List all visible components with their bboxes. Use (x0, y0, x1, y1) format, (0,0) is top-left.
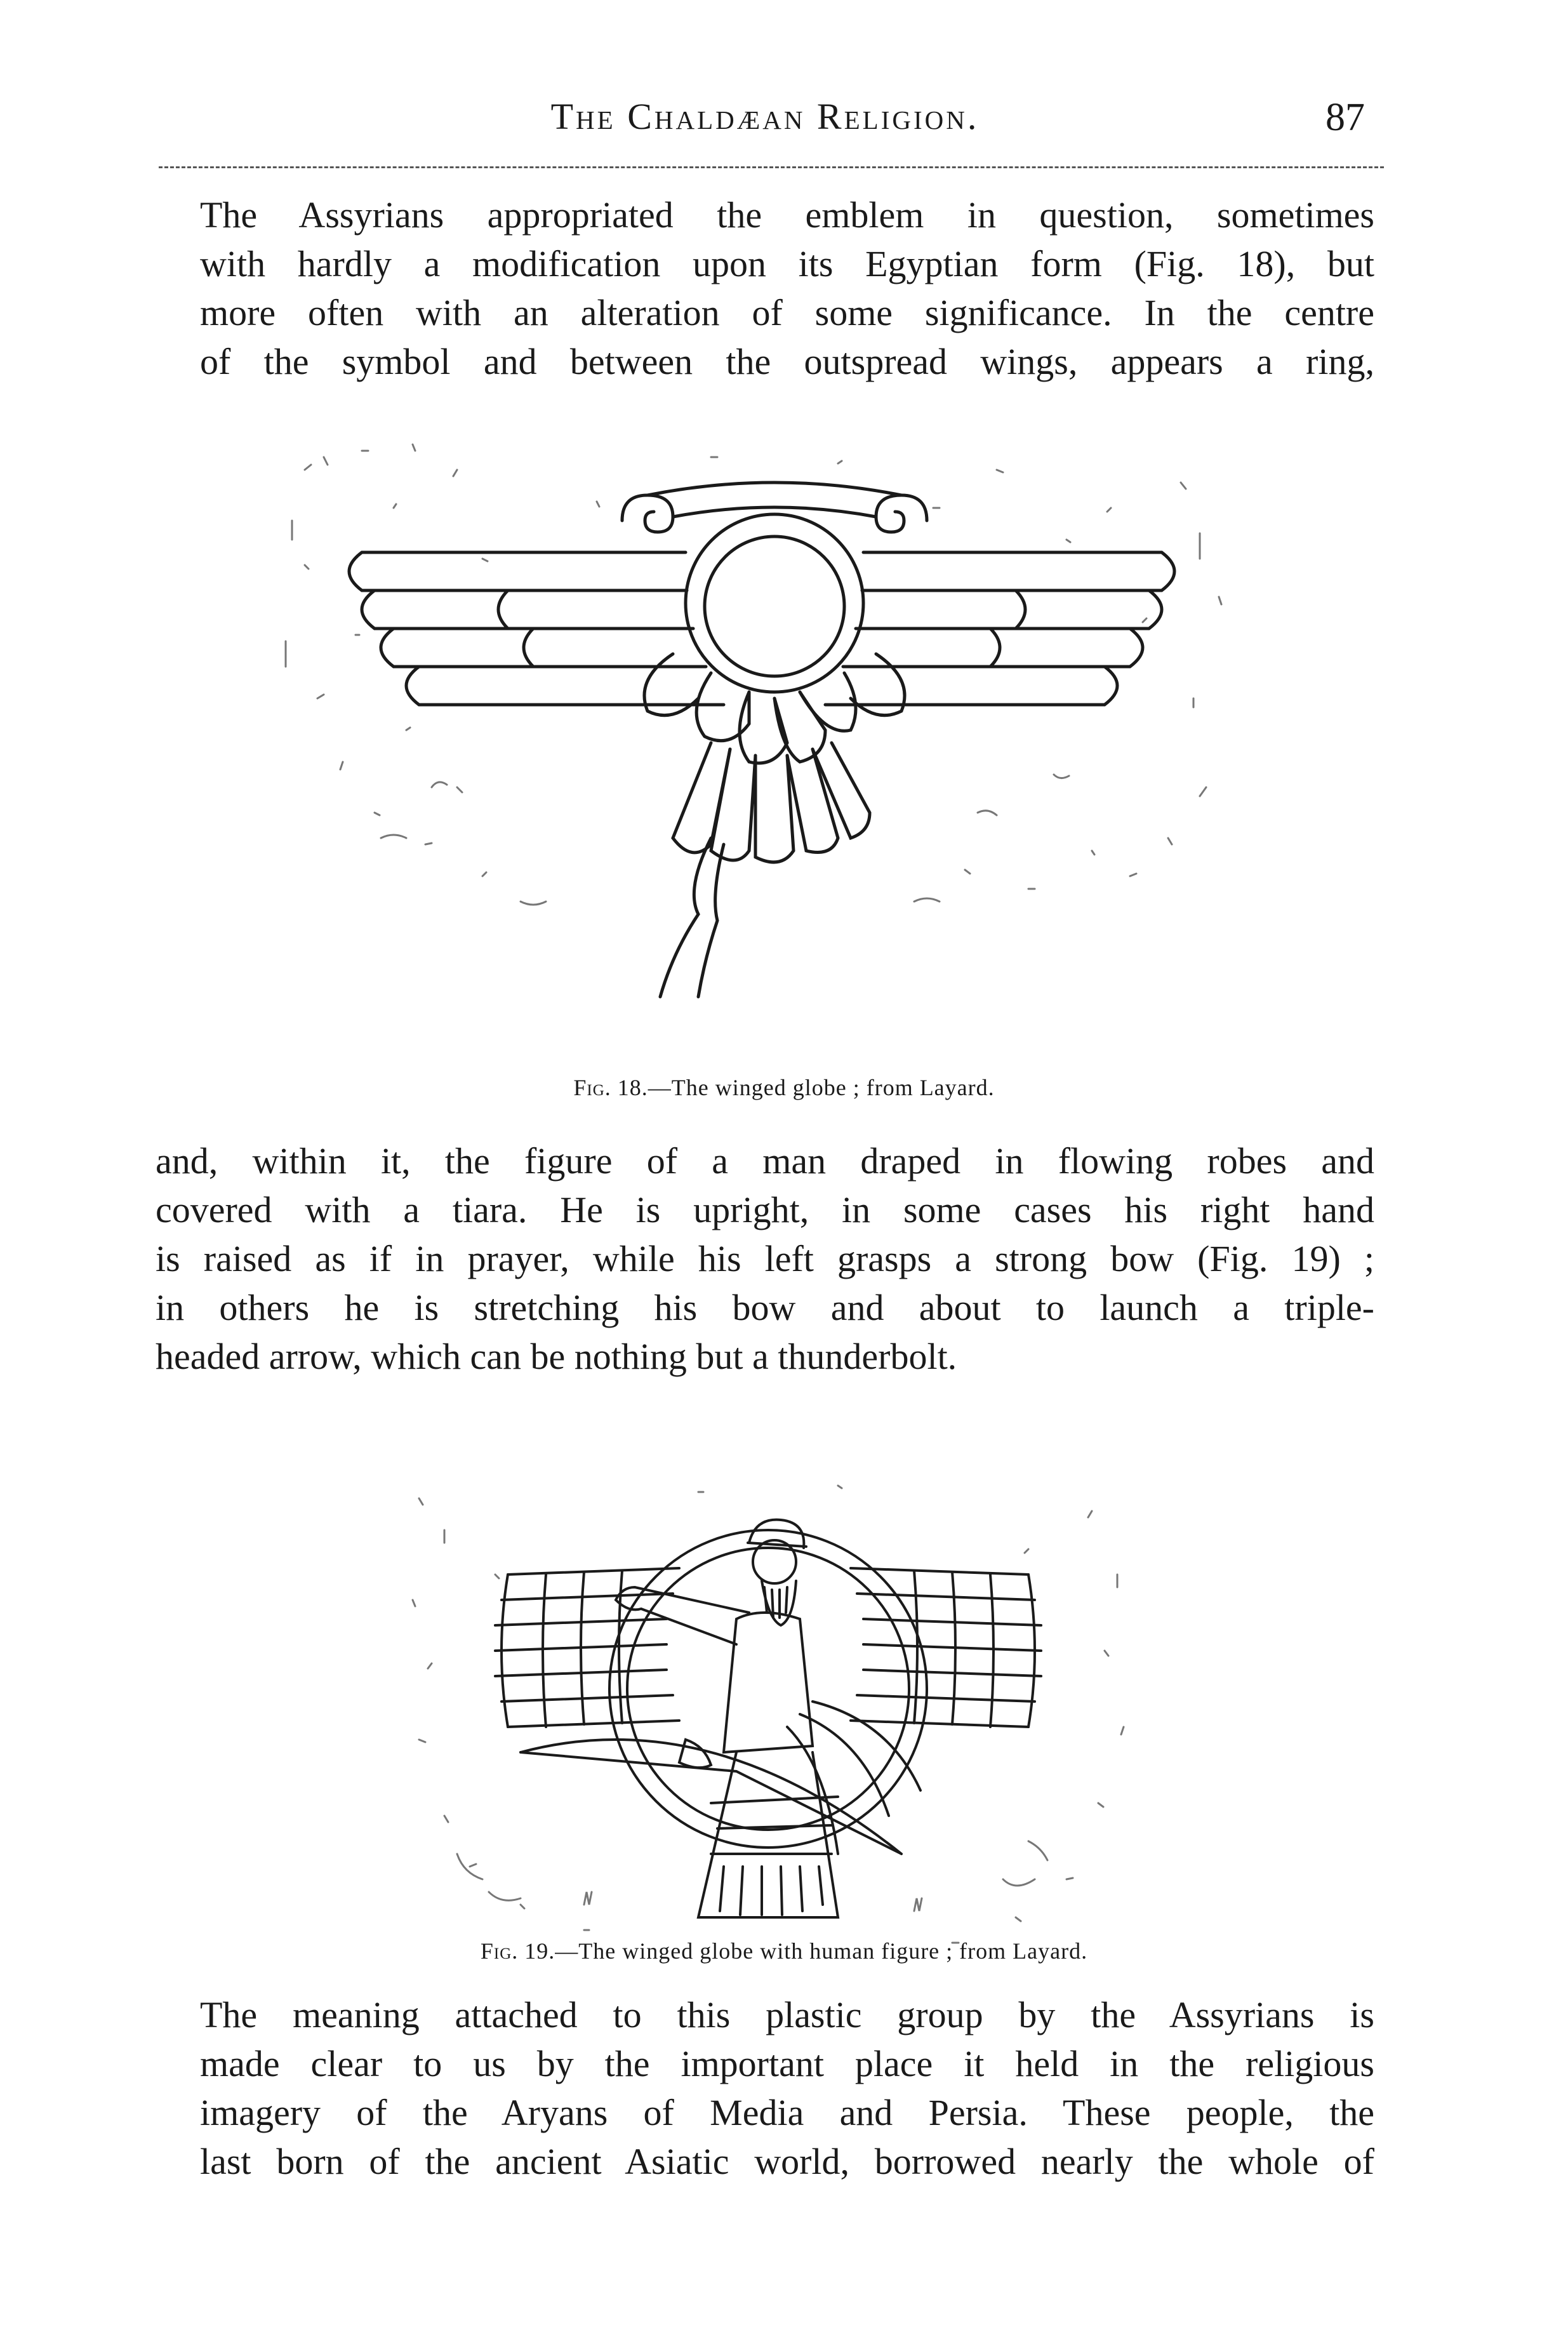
winged-globe-illustration (267, 432, 1257, 1060)
text-line: and, within it, the figure of a man draped in flowing robes and (156, 1140, 1374, 1182)
text-line: The meaning attached to this plastic group by the Assyrians is (200, 1994, 1374, 2035)
paragraph-3 (156, 1990, 1374, 2186)
figure-label: Fig. 19. (480, 1938, 555, 1964)
running-title: The Chaldæan Religion. (550, 96, 980, 137)
running-head (152, 95, 1378, 146)
stipple-texture (413, 1486, 1124, 1943)
figure-19-caption (0, 1938, 1568, 1964)
text-line: in others he is stretching his bow and about to launch a triple- (156, 1287, 1374, 1328)
text-line: imagery of the Aryans of Media and Persia. These people, the (200, 2092, 1374, 2133)
text-line: made clear to us by the important place it held in the religious (200, 2043, 1374, 2084)
page-number: 87 (1325, 96, 1365, 139)
text-line: The Assyrians appropriated the emblem in question, sometimes (200, 194, 1374, 236)
text-line: more often with an alteration of some significance. In the centre (200, 292, 1374, 333)
winged-globe-with-figure-illustration (394, 1473, 1143, 1981)
text-line: is raised as if in prayer, while his left grasps a strong bow (Fig. 19) ; (156, 1238, 1374, 1279)
text-line: last born of the ancient Asiatic world, borrowed nearly the whole of (200, 2141, 1374, 2182)
figure-18-caption (0, 1074, 1568, 1101)
paragraph-2 (156, 1136, 1374, 1381)
text-line: covered with a tiara. He is upright, in some cases his right hand (156, 1189, 1374, 1230)
figure-label: Fig. 18. (573, 1075, 648, 1100)
caption-text: —The winged globe ; from Layard. (648, 1075, 995, 1100)
text-line: with hardly a modification upon its Egyptian form (Fig. 18), but (200, 243, 1374, 284)
text-line: of the symbol and between the outspread wings, appears a ring, (200, 341, 1374, 382)
paragraph-1 (156, 190, 1374, 386)
text-line: headed arrow, which can be nothing but a thunderbolt. (156, 1336, 957, 1377)
header-rule (159, 166, 1384, 168)
caption-text: —The winged globe with human figure ; from Layard. (555, 1938, 1088, 1964)
